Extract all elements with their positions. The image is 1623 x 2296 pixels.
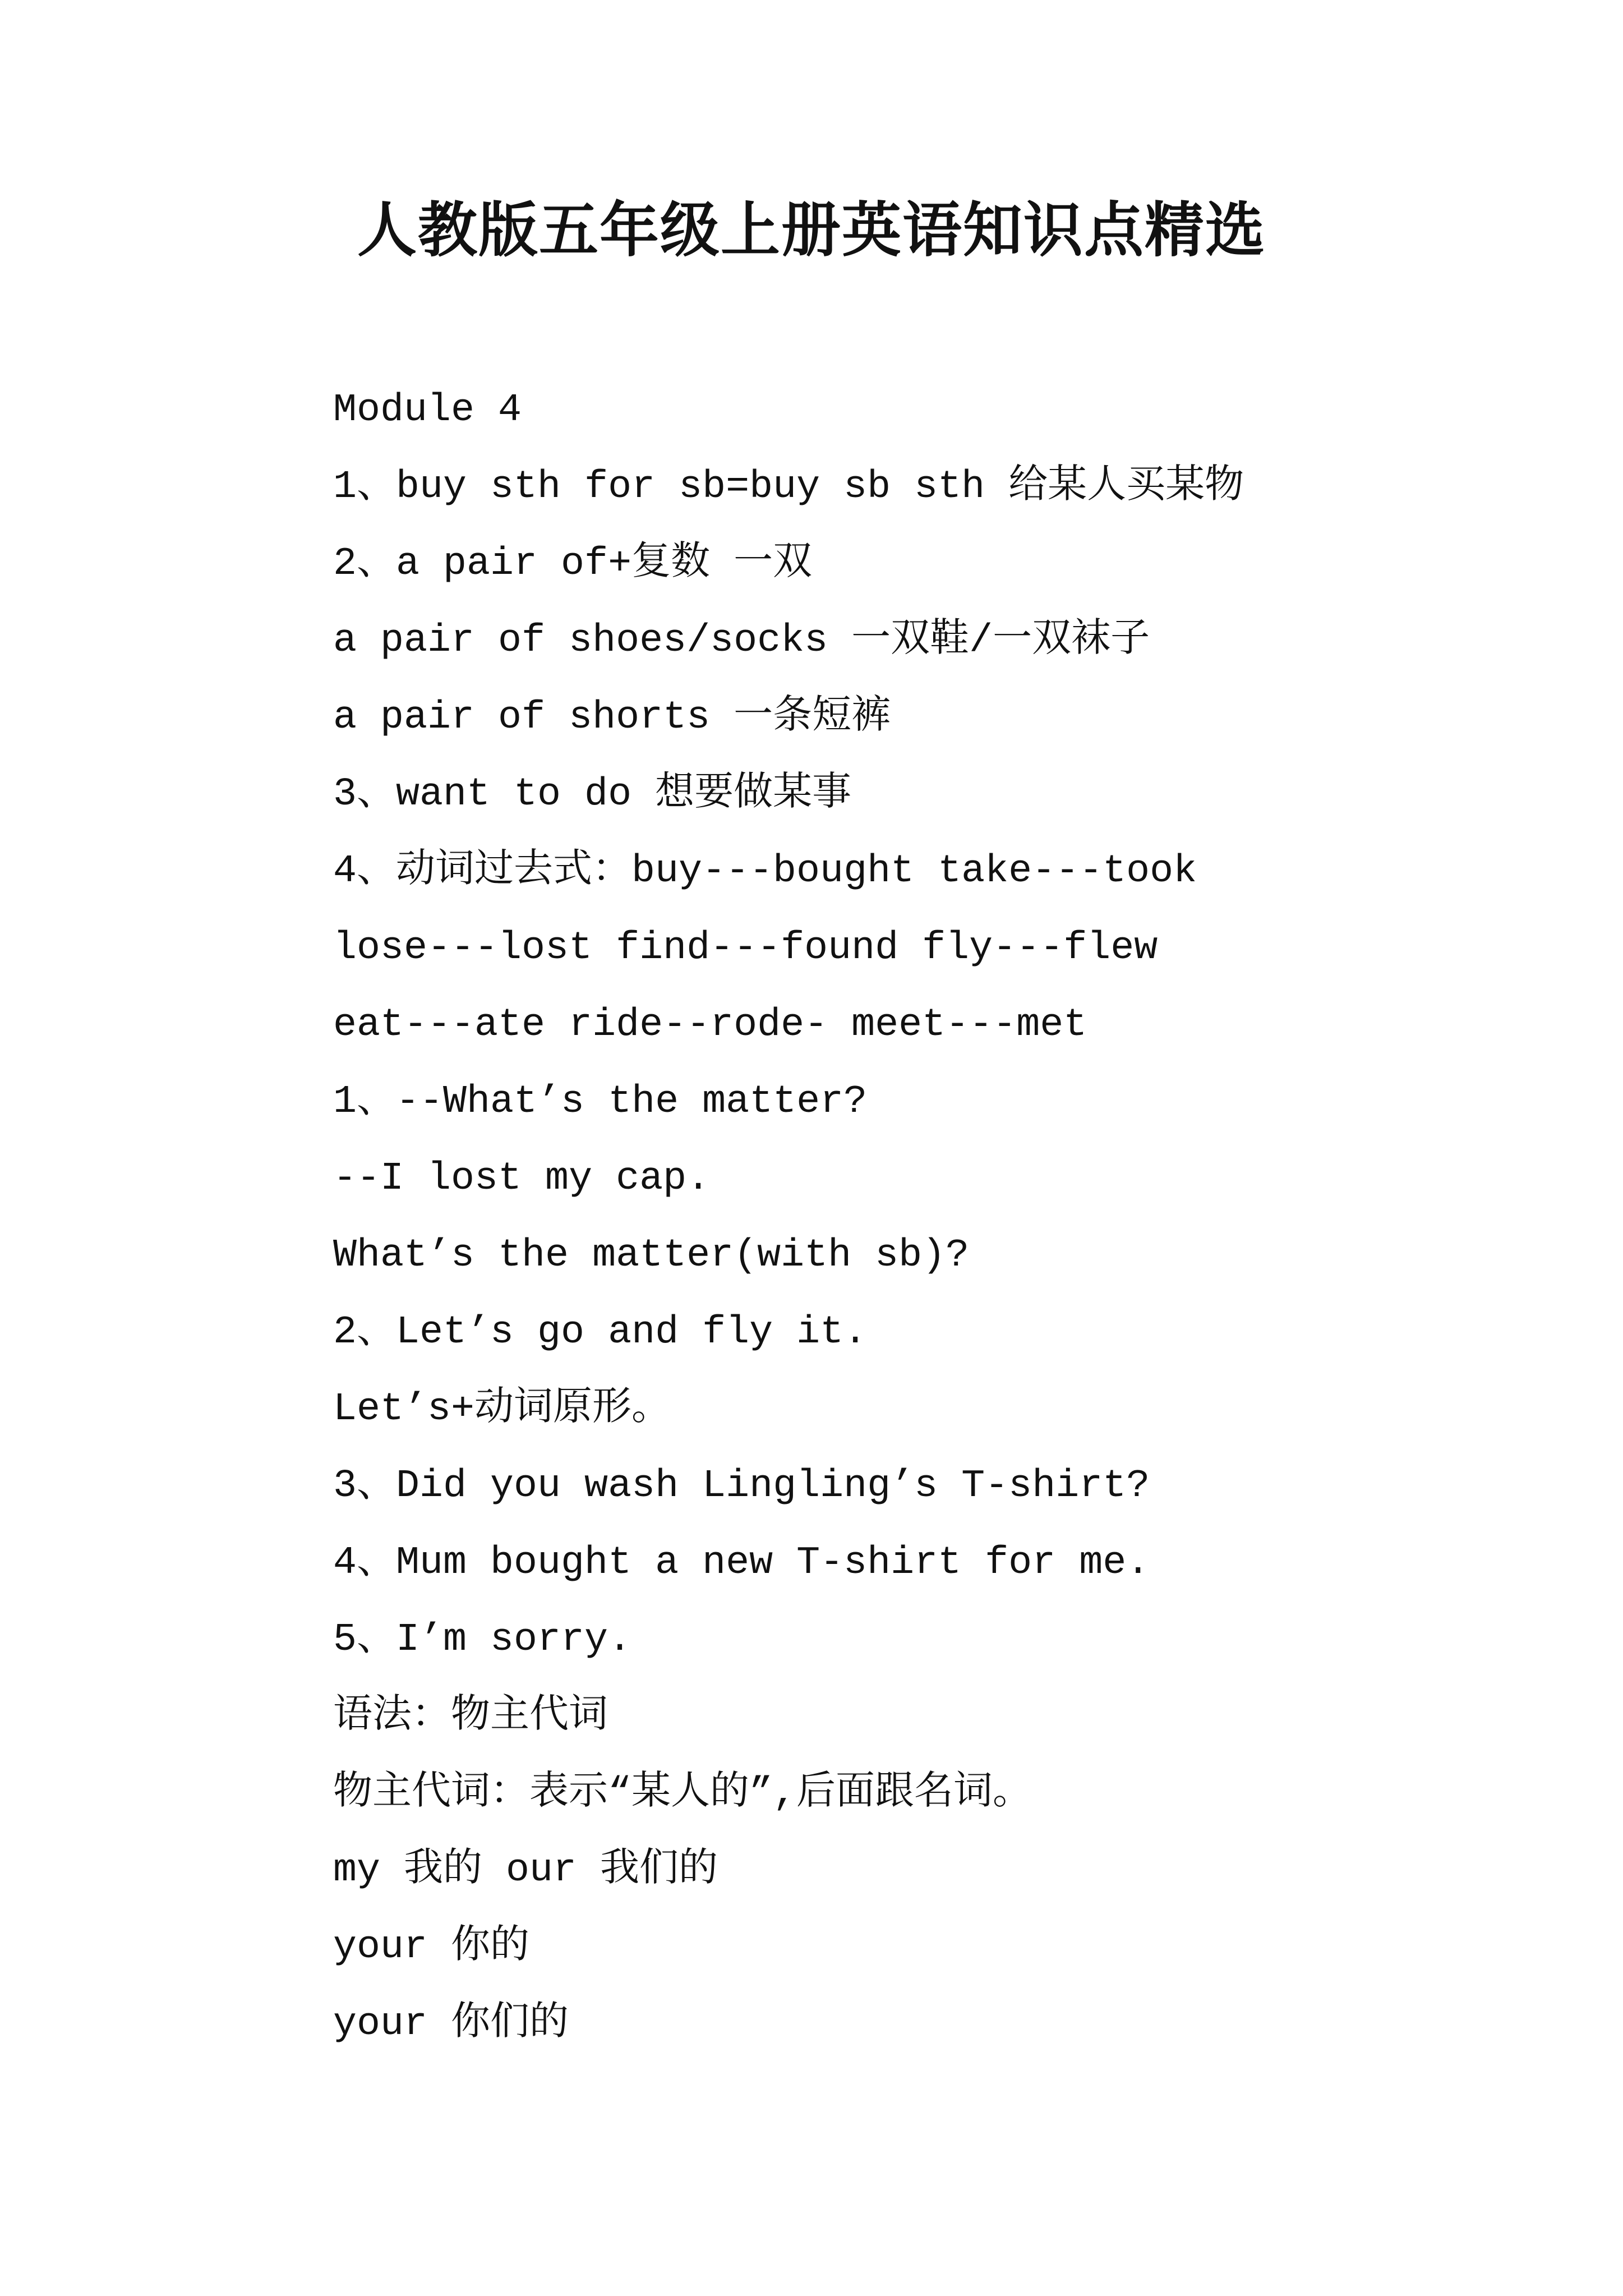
text-line: What’s the matter(with sb)? — [333, 1234, 970, 1278]
text-line: 2、Let’s go and fly it. — [333, 1310, 868, 1355]
text-line: 5、I’m sorry. — [333, 1618, 632, 1662]
text-line: 3、Did you wash Lingling’s T-shirt? — [333, 1464, 1150, 1508]
text-line: lose---lost find---found fly---flew — [333, 926, 1158, 970]
document-title: 人教版五年级上册英语知识点精选 — [357, 195, 1266, 265]
text-line: your 你的 — [333, 1925, 530, 1970]
document-body — [333, 383, 1567, 2073]
text-line: eat---ate ride--rode- meet---met — [333, 1003, 1087, 1047]
text-line: 物主代词：表示“某人的”,后面跟名词。 — [333, 1772, 1032, 1816]
text-line: 4、动词过去式：buy---bought take---took — [333, 849, 1197, 894]
text-line: 4、Mum bought a new T-shirt for me. — [333, 1541, 1150, 1585]
text-line: Let’s+动词原形。 — [333, 1387, 671, 1432]
text-line: 1、--What’s the matter? — [333, 1080, 868, 1124]
text-line: my 我的 our 我们的 — [333, 1848, 718, 1893]
text-line: 3、want to do 想要做某事 — [333, 772, 852, 817]
text-line: a pair of shorts 一条短裤 — [333, 696, 891, 740]
text-line: a pair of shoes/socks 一双鞋/一双袜子 — [333, 619, 1150, 663]
text-line: 语法：物主代词 — [333, 1695, 608, 1739]
text-line: 2、a pair of+复数 一双 — [333, 542, 813, 586]
text-line: Module 4 — [333, 388, 522, 432]
text-line: your 你们的 — [333, 2002, 569, 2046]
text-line: 1、buy sth for sb=buy sb sth 给某人买某物 — [333, 465, 1244, 509]
text-line: --I lost my cap. — [333, 1157, 711, 1201]
